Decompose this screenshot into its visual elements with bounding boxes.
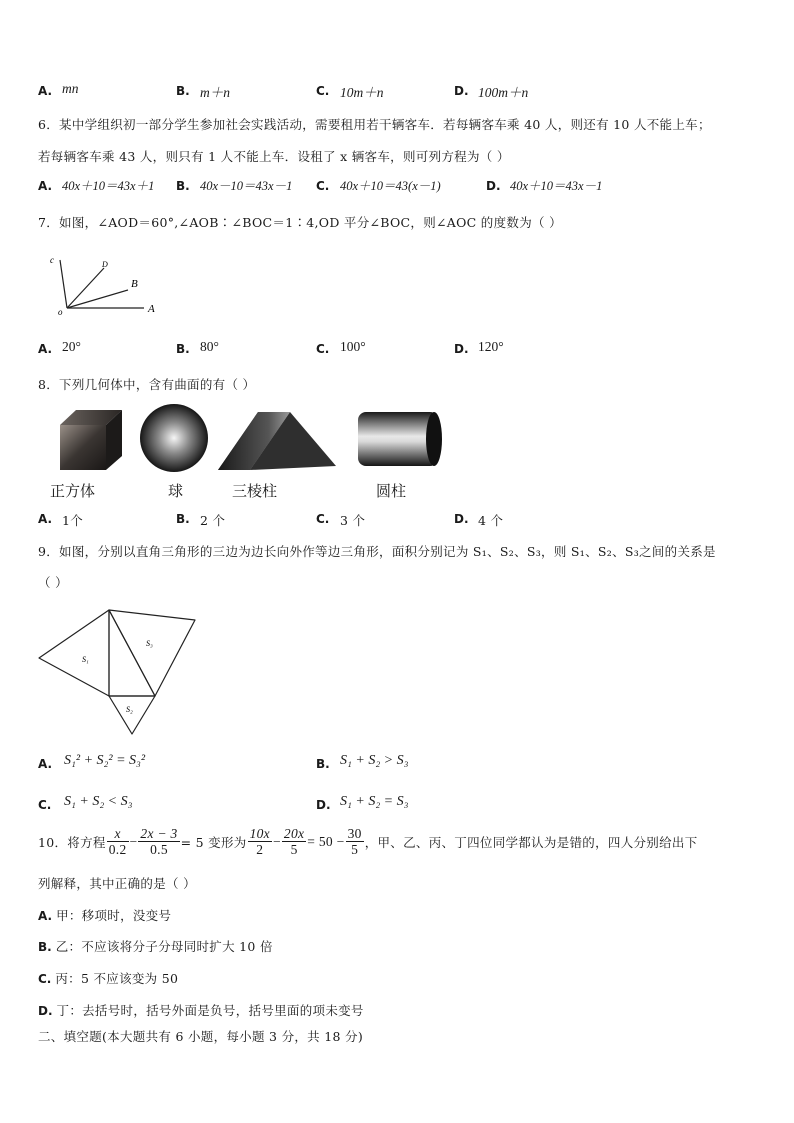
- caption-cylinder: 圆柱: [376, 482, 407, 500]
- q6-option-a-label: A.: [38, 179, 53, 193]
- triangular-prism-shape: [218, 412, 336, 470]
- q10-option-d-label: D.: [38, 1004, 53, 1018]
- q7-option-b-text: 80°: [200, 339, 219, 354]
- label-b: B: [131, 278, 138, 290]
- q10-eq2-frac2-den: 5: [290, 842, 298, 857]
- q9-option-b-text: S₁ + S₂ > S₃: [340, 753, 409, 768]
- q9-option-c-text: S₁ + S₂ < S₃: [64, 794, 133, 809]
- q9-option-a-label: A.: [38, 757, 53, 771]
- label-c: c: [50, 255, 54, 265]
- q6-option-c-text: 40x＋10＝43(x－1): [340, 179, 441, 193]
- label-o: o: [58, 307, 63, 317]
- q5-option-b-label: B.: [176, 84, 190, 98]
- caption-prism: 三棱柱: [232, 482, 278, 500]
- q7-angle-figure: [40, 250, 170, 320]
- q10-option-b: [38, 937, 273, 955]
- label-s2: S₂: [126, 705, 133, 714]
- label-s3: S₃: [146, 639, 153, 648]
- q10-option-a-label: A.: [38, 909, 53, 923]
- triangle-s3: [109, 610, 195, 696]
- q10-option-c-label: C.: [38, 972, 52, 986]
- q5-option-a-label: A.: [38, 84, 53, 98]
- triangle-s1: [39, 610, 109, 696]
- q10-eq-frac1-den: 0.2: [108, 842, 127, 857]
- q10-stem-line1: [38, 826, 698, 857]
- q10-eq2-minus: −: [272, 833, 281, 849]
- q10-eq2-frac2: [282, 826, 306, 857]
- q8-option-c-text: 3 个: [340, 513, 366, 528]
- q10-eq-frac2-num: 2x − 3: [140, 826, 178, 841]
- q10-eq-rhs: = 5 变形为: [180, 834, 247, 850]
- q7-stem: 7．如图，∠AOD＝60°,∠AOB∶∠BOC＝1∶4,OD 平分∠BOC，则∠AOC 的度数为（ ）: [38, 215, 562, 230]
- caption-cube: 正方体: [50, 482, 96, 500]
- q9-triangles-figure: [36, 604, 200, 738]
- q7-option-d-text: 120°: [478, 339, 504, 354]
- q10-eq-frac2: [138, 826, 179, 857]
- q7-option-a-text: 20°: [62, 339, 81, 354]
- q5-option-b-text: m＋n: [200, 85, 230, 100]
- q10-eq-minus: −: [129, 833, 138, 849]
- cylinder-shape: [358, 412, 442, 466]
- q10-option-a-text: 甲：移项时，没变号: [56, 908, 172, 923]
- q10-suffix: ，甲、乙、丙、丁四位同学都认为是错的，四人分别给出下: [364, 834, 698, 850]
- q10-eq-frac1-num: x: [107, 826, 129, 842]
- q8-option-d-label: D.: [454, 512, 469, 526]
- q7-option-c-label: C.: [316, 342, 330, 356]
- q9-option-d-text: S₁ + S₂ = S₃: [340, 794, 409, 809]
- q10-option-c: [38, 969, 178, 987]
- q8-solids-figure: [40, 400, 470, 480]
- q10-eq2-frac3: [346, 826, 364, 857]
- sphere-shape: [140, 404, 208, 472]
- section-2-heading: 二、填空题(本大题共有 6 小题，每小题 3 分，共 18 分): [38, 1029, 364, 1044]
- q8-stem: 8．下列几何体中，含有曲面的有（ ）: [38, 377, 256, 392]
- q10-option-b-label: B.: [38, 940, 52, 954]
- ray-ob: [67, 290, 128, 308]
- q10-stem-line2: 列解释，其中正确的是（ ）: [38, 876, 196, 891]
- q10-prefix: 10．将方程: [38, 834, 106, 850]
- q6-option-a-text: 40x＋10＝43x＋1: [62, 179, 155, 193]
- q5-option-d-text: 100m＋n: [478, 85, 529, 100]
- q9-option-b-label: B.: [316, 757, 330, 771]
- q10-eq-frac1: [107, 826, 129, 857]
- q10-option-b-text: 乙：不应该将分子分母同时扩大 10 倍: [55, 939, 273, 954]
- q5-option-c-label: C.: [316, 84, 330, 98]
- ray-oc: [60, 260, 67, 308]
- q10-option-d-text: 丁：去括号时，括号外面是负号，括号里面的项未变号: [56, 1003, 364, 1018]
- q8-option-a-text: 1个: [62, 513, 84, 528]
- q6-option-c-label: C.: [316, 179, 330, 193]
- q7-option-d-label: D.: [454, 342, 469, 356]
- q7-option-a-label: A.: [38, 342, 53, 356]
- q7-option-c-text: 100°: [340, 339, 366, 354]
- q8-option-b-text: 2 个: [200, 513, 226, 528]
- q7-option-b-label: B.: [176, 342, 190, 356]
- q10-option-d: [38, 1001, 364, 1019]
- q8-option-d-text: 4 个: [478, 513, 504, 528]
- q6-option-b-label: B.: [176, 179, 190, 193]
- q9-stem-line2: （ ）: [38, 575, 68, 590]
- q9-option-c-label: C.: [38, 798, 52, 812]
- q10-eq2-frac3-den: 5: [351, 842, 359, 857]
- q10-eq2-frac1-den: 2: [256, 842, 264, 857]
- q9-option-d-label: D.: [316, 798, 331, 812]
- caption-sphere: 球: [168, 482, 184, 500]
- q10-eq2-frac2-num: 20x: [283, 826, 305, 841]
- q6-stem-line1: 6．某中学组织初一部分学生参加社会实践活动，需要租用若干辆客车．若每辆客车乘 40 人，则还有 10 人不能上车；: [38, 117, 711, 132]
- q10-eq-frac2-den: 0.5: [150, 842, 168, 857]
- q10-eq2-frac1: [248, 826, 272, 857]
- q5-option-a-text: mn: [62, 81, 79, 96]
- q5-option-c-text: 10m＋n: [340, 85, 384, 100]
- q8-option-c-label: C.: [316, 512, 330, 526]
- q6-option-b-text: 40x－10＝43x－1: [200, 179, 293, 193]
- triangle-s2: [109, 696, 155, 734]
- q8-option-b-label: B.: [176, 512, 190, 526]
- q6-option-d-text: 40x＋10＝43x－1: [510, 179, 603, 193]
- q10-option-a: [38, 906, 171, 924]
- label-s1: S₁: [82, 655, 89, 664]
- q9-stem-line1: 9．如图，分别以直角三角形的三边为边长向外作等边三角形，面积分别记为 S₁、S₂、S₃，则 S₁、S₂、S₃之间的关系是: [38, 544, 716, 559]
- q10-option-c-text: 丙：5 不应该变为 50: [55, 971, 179, 986]
- q10-eq2-frac3-num: 30: [347, 826, 362, 841]
- q10-eq2-frac1-num: 10x: [249, 826, 270, 841]
- q6-stem-line2: 若每辆客车乘 43 人，则只有 1 人不能上车．设租了 x 辆客车，则可列方程为（ ）: [38, 149, 510, 164]
- q10-eq2-mid: = 50 −: [307, 833, 345, 849]
- q8-option-a-label: A.: [38, 512, 53, 526]
- label-d: D: [102, 260, 108, 269]
- q6-option-d-label: D.: [486, 179, 501, 193]
- q5-option-d-label: D.: [454, 84, 469, 98]
- cube-shape: [60, 410, 122, 470]
- q9-option-a-text: S₁² + S₂² = S₃²: [64, 753, 146, 768]
- label-a: A: [148, 303, 155, 315]
